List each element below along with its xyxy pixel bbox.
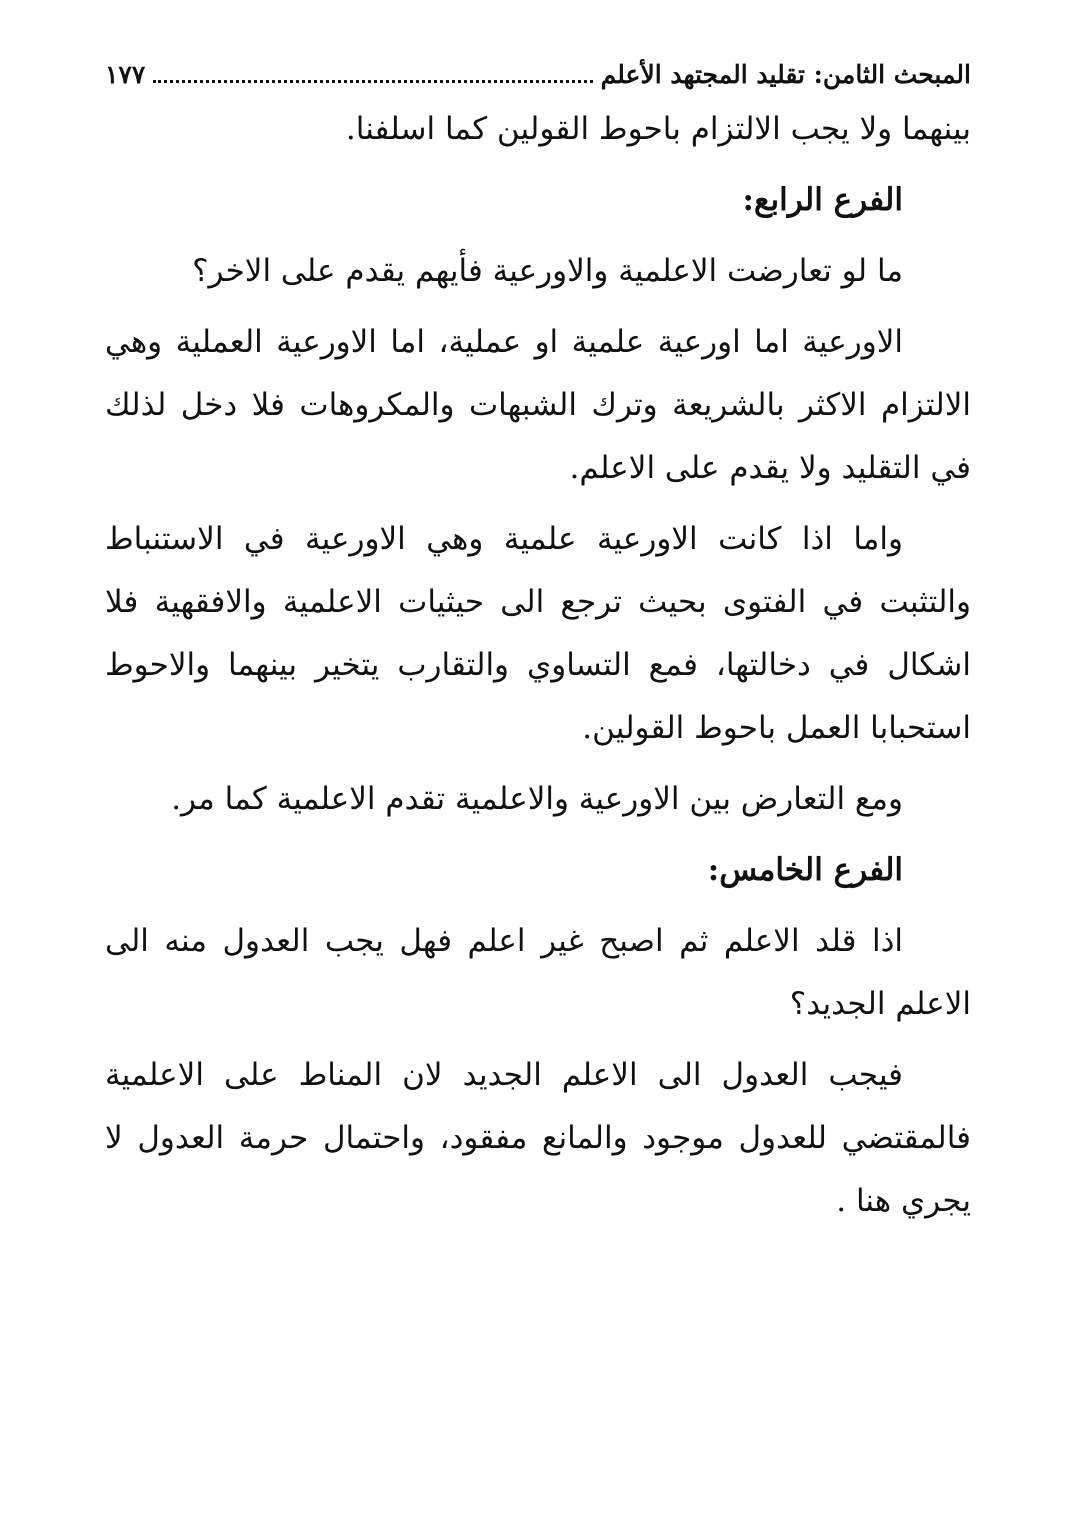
running-header bbox=[105, 52, 971, 98]
paragraph: ومع التعارض بين الاورعية والاعلمية تقدم الاعلمية كما مر. bbox=[171, 781, 903, 817]
paragraph: الاورعية اما اورعية علمية او عملية، اما الاورعية العملية وهي الالتزام الاكثر بالشريعة وترك الشبهات والمكروهات فلا دخل لذلك في التقليد ولا يقدم على الاعلم. bbox=[105, 324, 971, 486]
paragraph-continuation: بينهما ولا يجب الالتزام باحوط القولين كما اسلفنا. bbox=[345, 111, 971, 147]
page-body bbox=[105, 98, 971, 1233]
paragraph: فيجب العدول الى الاعلم الجديد لان المناط على الاعلمية فالمقتضي للعدول موجود والمانع مفقود، واحتمال حرمة العدول لا يجري هنا . bbox=[105, 1057, 971, 1219]
section-heading-fifth-branch: الفرع الخامس: bbox=[707, 852, 903, 888]
paragraph-question: ما لو تعارضت الاعلمية والاورعية فأيهم يقدم على الاخر؟ bbox=[192, 253, 903, 289]
chapter-title: المبحث الثامن: تقليد المجتهد الأعلم bbox=[600, 60, 971, 89]
paragraph: واما اذا كانت الاورعية علمية وهي الاورعية في الاستنباط والتثبت في الفتوى بحيث ترجع الى حيثيات الاعلمية والافقهية فلا اشكال في دخالتها، فمع التساوي والتقارب يتخير بينهما والاحوط استحبابا العمل باحوط القولين. bbox=[105, 521, 971, 746]
dotted-leader bbox=[153, 52, 592, 83]
book-page bbox=[105, 52, 971, 1492]
paragraph-question: اذا قلد الاعلم ثم اصبح غير اعلم فهل يجب العدول منه الى الاعلم الجديد؟ bbox=[105, 923, 971, 1022]
section-heading-fourth-branch: الفرع الرابع: bbox=[742, 182, 903, 218]
page-number: ١٧٧ bbox=[105, 60, 146, 89]
